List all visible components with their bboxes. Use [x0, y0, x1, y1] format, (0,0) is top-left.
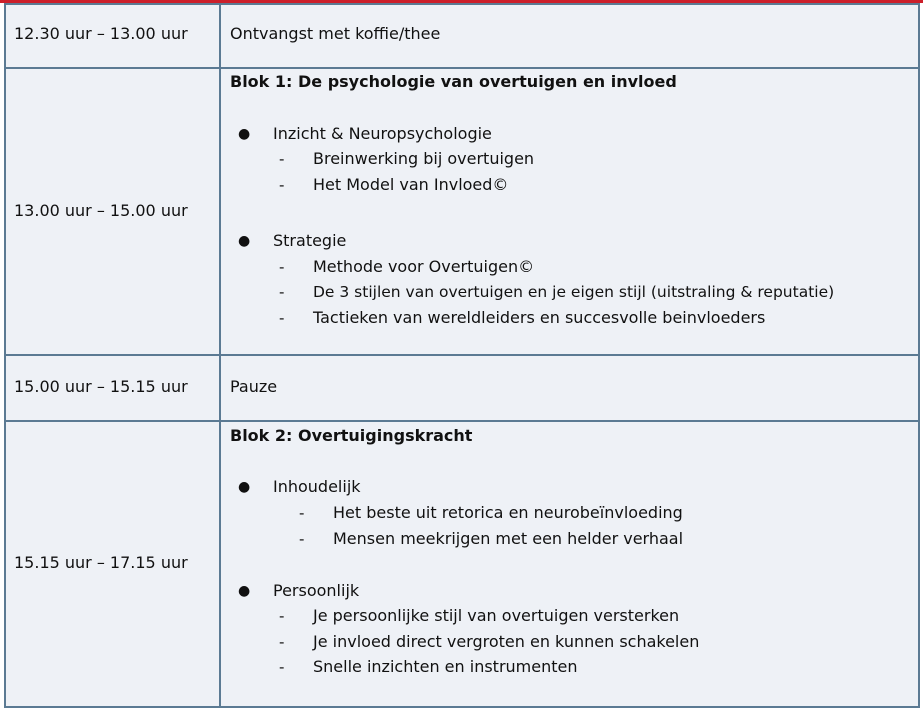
dash-icon: -	[299, 530, 305, 548]
dash-icon: -	[279, 607, 285, 625]
dash-icon: -	[279, 283, 285, 301]
dash-icon: -	[279, 150, 285, 168]
time-cell: 13.00 uur – 15.00 uur	[14, 201, 188, 220]
subtopic-item: Snelle inzichten en instrumenten	[313, 657, 578, 676]
column-border	[4, 3, 6, 708]
dash-icon: -	[279, 633, 285, 651]
subtopic-item: De 3 stijlen van overtuigen en je eigen stijl (uitstraling & reputatie)	[313, 283, 835, 301]
bullet-icon: ●	[238, 479, 251, 495]
subtopic-item: Je persoonlijke stijl van overtuigen versterken	[313, 606, 680, 625]
row-border	[4, 706, 920, 708]
bullet-icon: ●	[238, 233, 251, 249]
time-cell: 15.15 uur – 17.15 uur	[14, 553, 188, 572]
dash-icon: -	[279, 309, 285, 327]
topic-label: Persoonlijk	[273, 581, 360, 600]
column-border	[219, 3, 221, 708]
topic-label: Strategie	[273, 231, 347, 250]
row-border	[4, 420, 920, 422]
subtopic-item: Mensen meekrijgen met een helder verhaal	[333, 529, 684, 548]
block-title: Blok 2: Overtuigingskracht	[230, 426, 473, 445]
block-title: Blok 1: De psychologie van overtuigen en invloed	[230, 72, 677, 91]
schedule-table	[4, 3, 920, 708]
dash-icon: -	[279, 176, 285, 194]
agenda-text: Pauze	[230, 377, 278, 396]
topic-label: Inzicht & Neuropsychologie	[273, 124, 492, 143]
row-border	[4, 3, 920, 5]
row-border	[4, 354, 920, 356]
subtopic-item: Je invloed direct vergroten en kunnen schakelen	[313, 632, 700, 651]
agenda-text: Ontvangst met koffie/thee	[230, 24, 441, 43]
subtopic-item: Het Model van Invloed©	[313, 175, 509, 194]
subtopic-item: Breinwerking bij overtuigen	[313, 149, 535, 168]
time-cell: 12.30 uur – 13.00 uur	[14, 24, 188, 43]
dash-icon: -	[279, 258, 285, 276]
subtopic-item: Methode voor Overtuigen©	[313, 257, 535, 276]
dash-icon: -	[279, 658, 285, 676]
subtopic-item: Tactieken van wereldleiders en succesvolle beinvloeders	[313, 308, 766, 327]
bullet-icon: ●	[238, 126, 251, 142]
topic-label: Inhoudelijk	[273, 477, 361, 496]
time-cell: 15.00 uur – 15.15 uur	[14, 377, 188, 396]
bullet-icon: ●	[238, 583, 251, 599]
dash-icon: -	[299, 504, 305, 522]
subtopic-item: Het beste uit retorica en neurobeïnvloeding	[333, 503, 683, 522]
row-border	[4, 67, 920, 69]
column-border	[918, 3, 920, 708]
